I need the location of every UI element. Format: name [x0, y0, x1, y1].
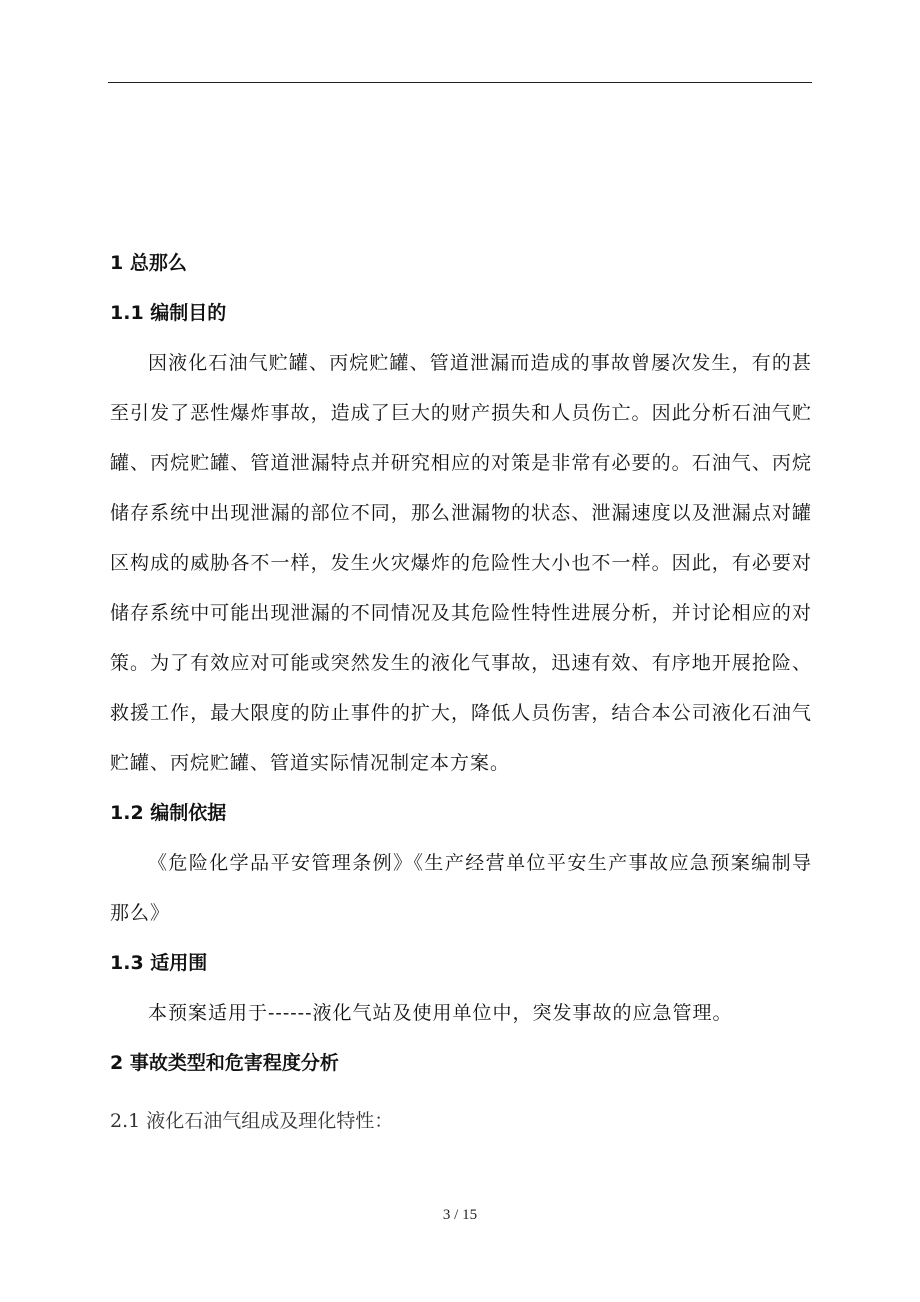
header-rule — [108, 82, 812, 83]
page-number: 3 / 15 — [442, 1207, 478, 1223]
section-1-1-paragraph: 因液化石油气贮罐、丙烷贮罐、管道泄漏而造成的事故曾屡次发生，有的甚至引发了恶性爆炸事故，造成了巨大的财产损失和人员伤亡。因此分析石油气贮罐、丙烷贮罐、管道泄漏特点并研究相应的对策是非常有必要的。石油气、丙烷储存系统中出现泄漏的部位不同，那么泄漏物的状态、泄漏速度以及泄漏点对罐区构成的威胁各不一样，发生火灾爆炸的危险性大小也不一样。因此，有必要对储存系统中可能出现泄漏的不同情况及其危险性特性进展分析，并讨论相应的对策。为了有效应对可能或突然发生的液化气事故，迅速有效、有序地开展抢险、救援工作，最大限度的防止事件的扩大，降低人员伤害，结合本公司液化石油气贮罐、丙烷贮罐、管道实际情况制定本方案。 — [110, 352, 812, 774]
section-2-heading: 2 事故类型和危害程度分析 — [110, 1052, 339, 1074]
section-2-1-heading: 2.1 液化石油气组成及理化特性： — [110, 1110, 394, 1132]
section-1-3-heading: 1.3 适用围 — [110, 952, 208, 974]
section-1-1-heading: 1.1 编制目的 — [110, 302, 227, 324]
section-1-2-paragraph: 《危险化学品平安管理条例》《生产经营单位平安生产事故应急预案编制导那么》 — [110, 852, 812, 924]
section-1-3-paragraph: 本预案适用于------液化气站及使用单位中，突发事故的应急管理。 — [148, 1002, 733, 1024]
document-body — [110, 238, 812, 1146]
section-1-2-heading: 1.2 编制依据 — [110, 802, 227, 824]
section-1-heading: 1 总那么 — [110, 252, 187, 274]
